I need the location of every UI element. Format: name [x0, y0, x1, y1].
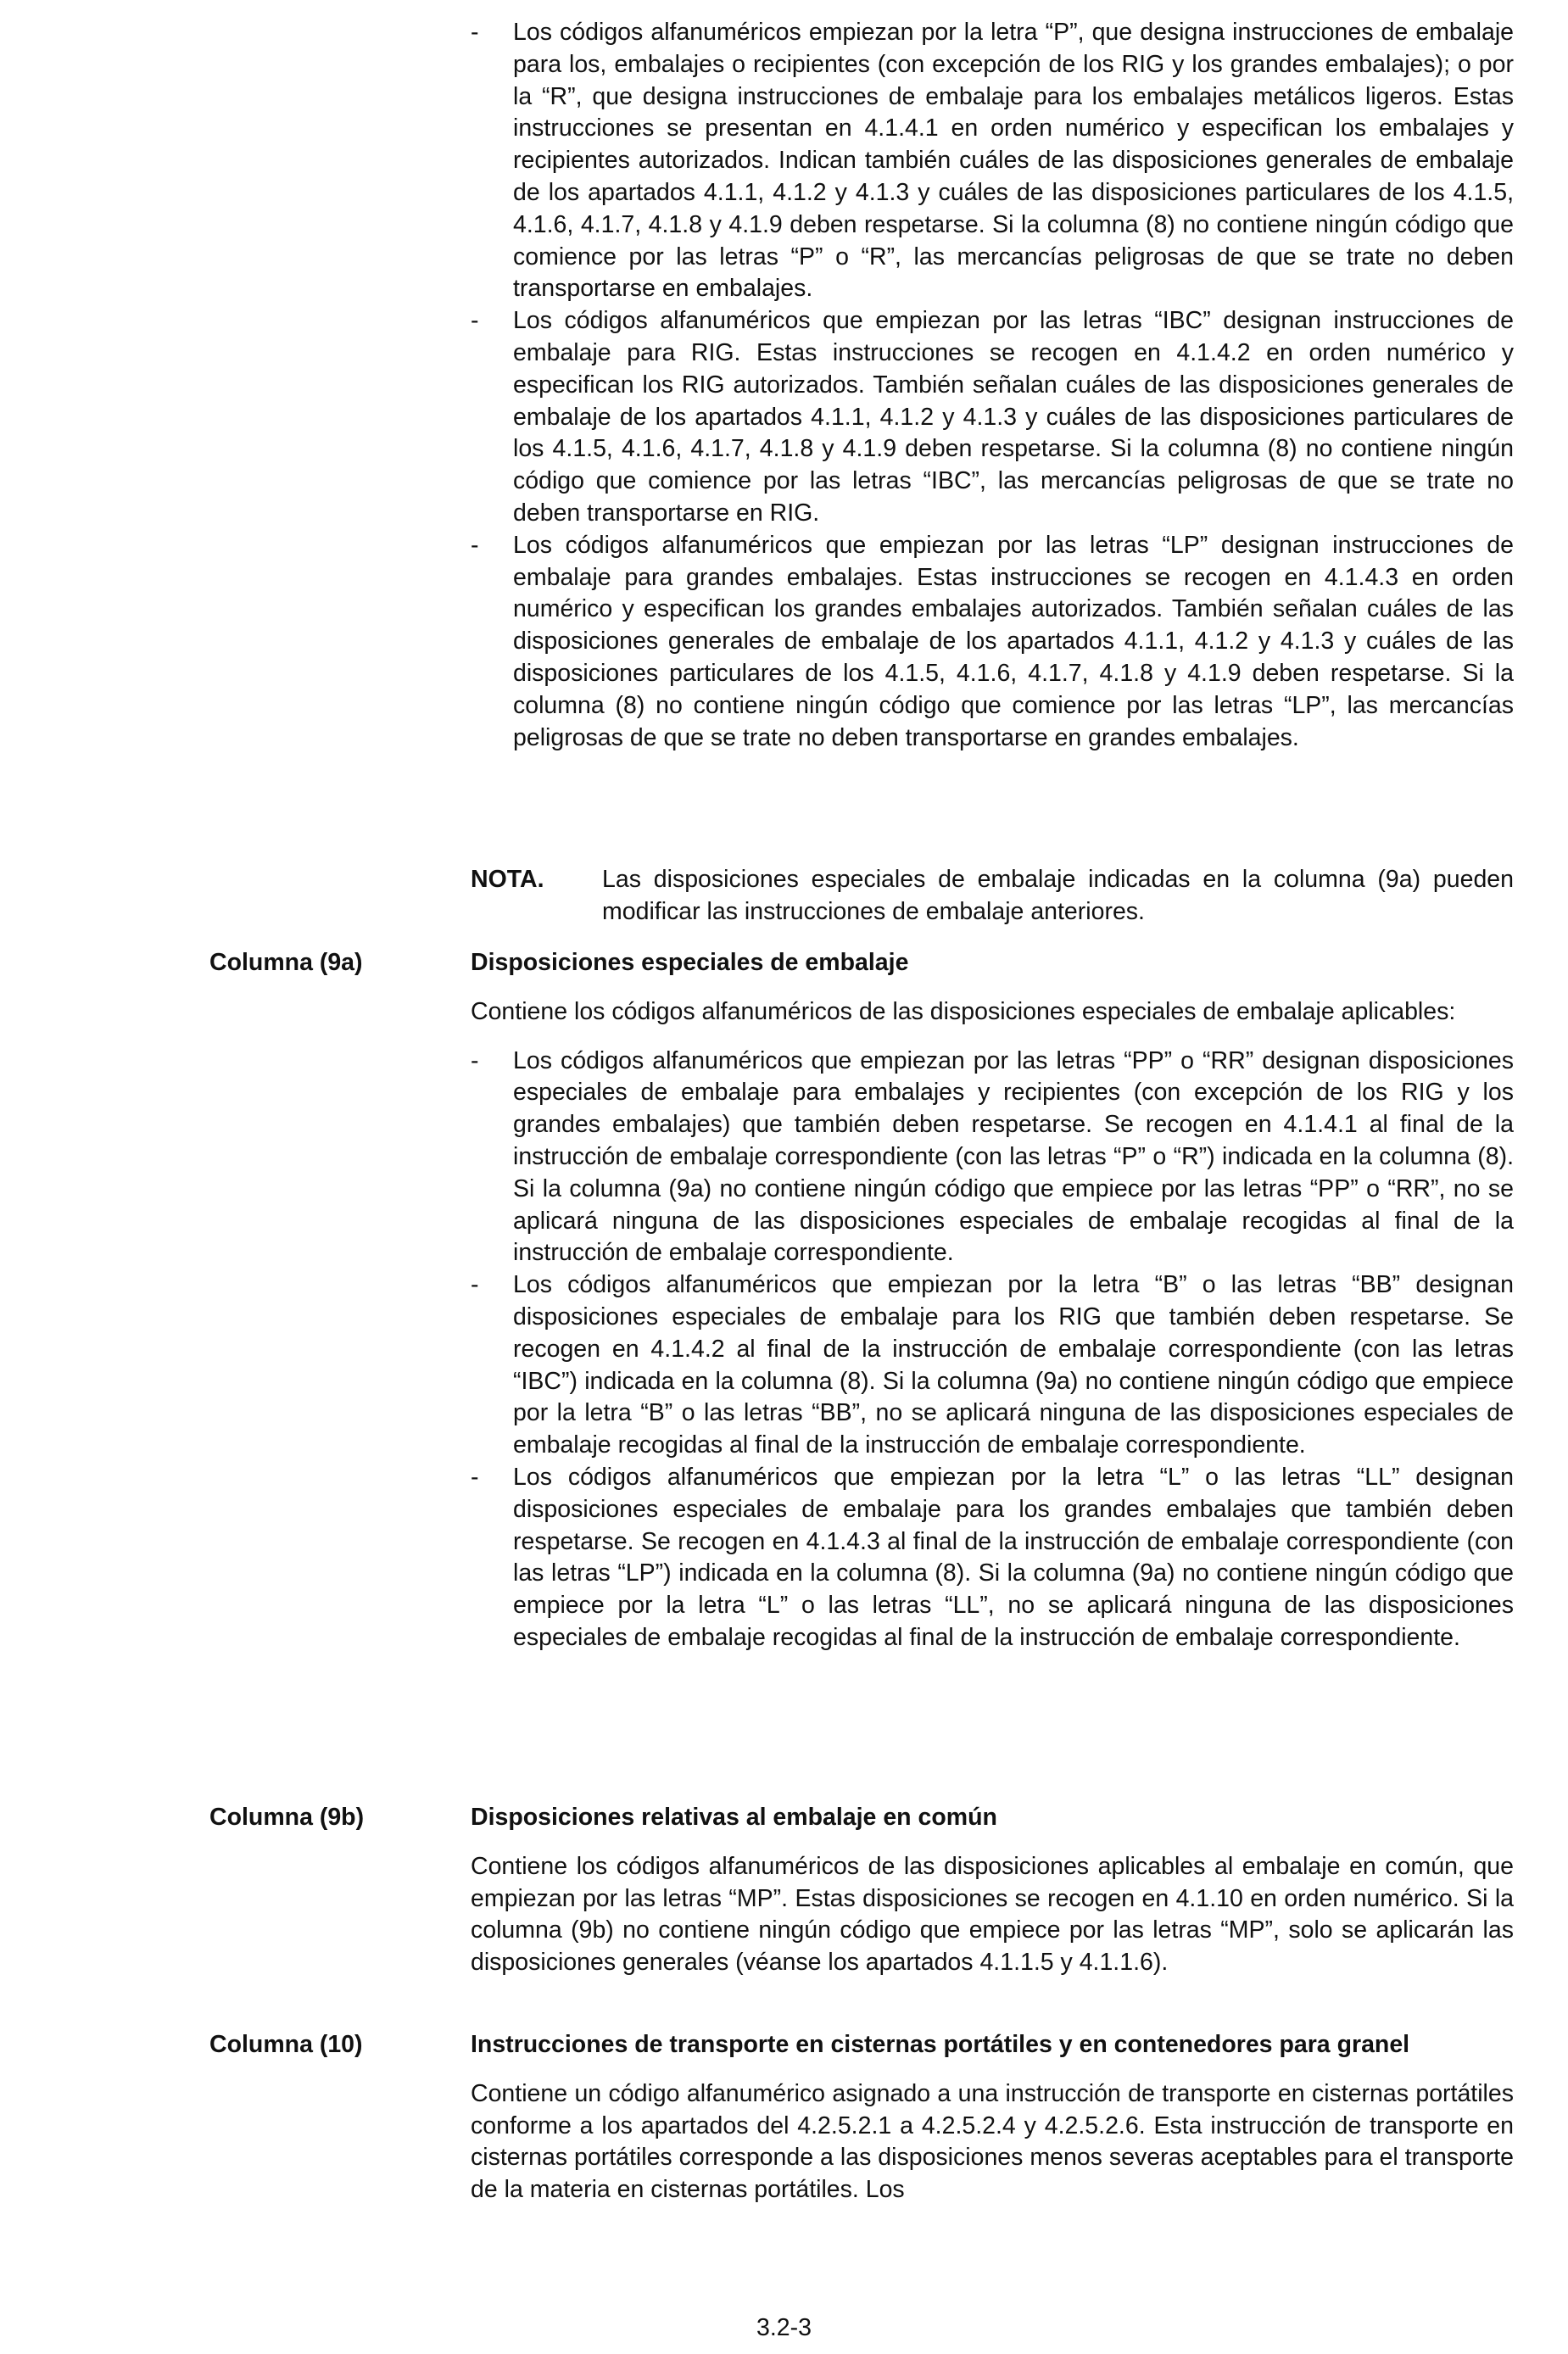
column-10-section: [471, 2029, 1514, 2206]
column-10-text: Contiene un código alfanumérico asignado a una instrucción de transporte en cisternas portátiles conforme a los apartados del 4.2.5.2.1 a 4.2.5.2.4 y 4.2.5.2.6. Esta instrucción de transporte en cisternas portátiles corresponde a las disposiciones menos severas aceptables para el transporte de la materia en cisternas portátiles. Los: [471, 2079, 1514, 2204]
column-9a-bullet-list: [471, 1046, 1514, 1654]
list-item: - Los códigos alfanuméricos que empiezan por las letras “PP” o “RR” designan disposiciones especiales de embalaje para embalajes y recipientes (con excepción de los RIG y los grandes embalajes) que también deben respetarse. Se recogen en 4.1.4.1 al final de la instrucción de embalaje correspondiente (con las letras “P” o “R”) indicada en la columna (8). Si la columna (9a) no contiene ningún código que empiece por las letras “PP” o “RR”, no se aplicará ninguna de las disposiciones especiales de embalaje recogidas al final de la instrucción de embalaje correspondiente.: [471, 1046, 1514, 1267]
bullet-text: Los códigos alfanuméricos que empiezan por las letras “PP” o “RR” designan disposiciones especiales de embalaje para embalajes y recipientes (con excepción de los RIG y los grandes embalajes) que también deben respetarse. Se recogen en 4.1.4.1 al final de la instrucción de embalaje correspondiente (con las letras “P” o “R”) indicada en la columna (8). Si la columna (9a) no contiene ningún código que empiece por las letras “PP” o “RR”, no se aplicará ninguna de las disposiciones especiales de embalaje recogidas al final de la instrucción de embalaje correspondiente.: [513, 1046, 1514, 1267]
column-10-heading: Instrucciones de transporte en cisternas portátiles y en contenedores para granel: [471, 2031, 1410, 2058]
column-8-bullet-list: [471, 17, 1514, 754]
page-number: 3.2-3: [756, 2314, 812, 2341]
column-9a-heading: Disposiciones especiales de embalaje: [471, 949, 909, 976]
list-item: - Los códigos alfanuméricos que empiezan por la letra “L” o las letras “LL” designan disposiciones especiales de embalaje para los grandes embalajes que también deben respetarse. Se recogen en 4.1.4.3 al final de la instrucción de embalaje correspondiente (con las letras “LP”) indicada en la columna (8). Si la columna (9a) no contiene ningún código que empiece por la letra “L” o las letras “LL”, no se aplicará ninguna de las disposiciones especiales de embalaje recogidas al final de la instrucción de embalaje correspondiente.: [471, 1463, 1514, 1651]
column-9b-heading: Disposiciones relativas al embalaje en común: [471, 1804, 997, 1831]
list-item: - Los códigos alfanuméricos que empiezan por la letra “B” o las letras “BB” designan disposiciones especiales de embalaje para los RIG que también deben respetarse. Se recogen en 4.1.4.2 al final de la instrucción de embalaje correspondiente (con las letras “IBC”) indicada en la columna (8). Si la columna (9a) no contiene ningún código que empiece por la letra “B” o las letras “BB”, no se aplicará ninguna de las disposiciones especiales de embalaje recogidas al final de la instrucción de embalaje correspondiente.: [471, 1271, 1514, 1459]
bullet-text: Los códigos alfanuméricos que empiezan por las letras “IBC” designan instrucciones de embalaje para RIG. Estas instrucciones se recogen en 4.1.4.2 en orden numérico y especifican los RIG autorizados. También señalan cuáles de las disposiciones generales de embalaje de los apartados 4.1.1, 4.1.2 y 4.1.3 y cuáles de las disposiciones particulares de los 4.1.5, 4.1.6, 4.1.7, 4.1.8 y 4.1.9 deben respetarse. Si la columna (8) no contiene ningún código que comience por las letras “IBC”, las mercancías peligrosas de que se trate no deben transportarse en RIG.: [513, 307, 1514, 527]
nota-label: NOTA.: [471, 866, 544, 893]
column-8-continuation: [471, 17, 1514, 754]
list-item: - Los códigos alfanuméricos empiezan por la letra “P”, que designa instrucciones de embalaje para los, embalajes o recipientes (con excepción de los RIG y los grandes embalajes); o por la “R”, que designa instrucciones de embalaje para los embalajes metálicos ligeros. Estas instrucciones se presentan en 4.1.4.1 en orden numérico y especifican los embalajes y recipientes autorizados. Indican también cuáles de las disposiciones generales de embalaje de los apartados 4.1.1, 4.1.2 y 4.1.3 y cuáles de las disposiciones particulares de los 4.1.5, 4.1.6, 4.1.7, 4.1.8 y 4.1.9 deben respetarse. Si la columna (8) no contiene ningún código que comience por las letras “P” o “R”, las mercancías peligrosas de que se trate no deben transportarse en embalajes.: [471, 19, 1514, 303]
column-10-label: Columna (10): [209, 2031, 363, 2058]
column-9b-section: [471, 1802, 1514, 1979]
column-9a-intro: Contiene los códigos alfanuméricos de las disposiciones especiales de embalaje aplicables:: [471, 997, 1456, 1025]
list-item: - Los códigos alfanuméricos que empiezan por las letras “IBC” designan instrucciones de embalaje para RIG. Estas instrucciones se recogen en 4.1.4.2 en orden numérico y especifican los RIG autorizados. También señalan cuáles de las disposiciones generales de embalaje de los apartados 4.1.1, 4.1.2 y 4.1.3 y cuáles de las disposiciones particulares de los 4.1.5, 4.1.6, 4.1.7, 4.1.8 y 4.1.9 deben respetarse. Si la columna (8) no contiene ningún código que comience por las letras “IBC”, las mercancías peligrosas de que se trate no deben transportarse en RIG.: [471, 307, 1514, 527]
bullet-text: Los códigos alfanuméricos que empiezan por la letra “L” o las letras “LL” designan disposiciones especiales de embalaje para los grandes embalajes que también deben respetarse. Se recogen en 4.1.4.3 al final de la instrucción de embalaje correspondiente (con las letras “LP”) indicada en la columna (8). Si la columna (9a) no contiene ningún código que empiece por la letra “L” o las letras “LL”, no se aplicará ninguna de las disposiciones especiales de embalaje recogidas al final de la instrucción de embalaje correspondiente.: [513, 1463, 1514, 1651]
column-9b-text: Contiene los códigos alfanuméricos de las disposiciones aplicables al embalaje en común, que empiezan por las letras “MP”. Estas disposiciones se recogen en 4.1.10 en orden numérico. Si la columna (9b) no contiene ningún código que empiece por las letras “MP”, solo se aplicarán las disposiciones generales (véanse los apartados 4.1.1.5 y 4.1.1.6).: [471, 1852, 1514, 1977]
nota-block: [471, 864, 1514, 929]
column-9a-section: [471, 947, 1514, 1654]
bullet-text: Los códigos alfanuméricos que empiezan por la letra “B” o las letras “BB” designan disposiciones especiales de embalaje para los RIG que también deben respetarse. Se recogen en 4.1.4.2 al final de la instrucción de embalaje correspondiente (con las letras “IBC”) indicada en la columna (8). Si la columna (9a) no contiene ningún código que empiece por la letra “B” o las letras “BB”, no se aplicará ninguna de las disposiciones especiales de embalaje recogidas al final de la instrucción de embalaje correspondiente.: [513, 1271, 1514, 1459]
bullet-text: Los códigos alfanuméricos empiezan por la letra “P”, que designa instrucciones de embalaje para los, embalajes o recipientes (con excepción de los RIG y los grandes embalajes); o por la “R”, que designa instrucciones de embalaje para los embalajes metálicos ligeros. Estas instrucciones se presentan en 4.1.4.1 en orden numérico y especifican los embalajes y recipientes autorizados. Indican también cuáles de las disposiciones generales de embalaje de los apartados 4.1.1, 4.1.2 y 4.1.3 y cuáles de las disposiciones particulares de los 4.1.5, 4.1.6, 4.1.7, 4.1.8 y 4.1.9 deben respetarse. Si la columna (8) no contiene ningún código que comience por las letras “P” o “R”, las mercancías peligrosas de que se trate no deben transportarse en embalajes.: [513, 19, 1514, 303]
column-9a-label: Columna (9a): [209, 949, 363, 976]
column-9b-label: Columna (9b): [209, 1804, 365, 1831]
nota-text: Las disposiciones especiales de embalaje indicadas en la columna (9a) pueden modificar las instrucciones de embalaje anteriores.: [602, 866, 1514, 925]
bullet-text: Los códigos alfanuméricos que empiezan por las letras “LP” designan instrucciones de embalaje para grandes embalajes. Estas instrucciones se recogen en 4.1.4.3 en orden numérico y especifican los grandes embalajes autorizados. También señalan cuáles de las disposiciones generales de embalaje de los apartados 4.1.1, 4.1.2 y 4.1.3 y cuáles de las disposiciones particulares de los 4.1.5, 4.1.6, 4.1.7, 4.1.8 y 4.1.9 deben respetarse. Si la columna (8) no contiene ningún código que comience por las letras “LP”, las mercancías peligrosas de que se trate no deben transportarse en grandes embalajes.: [513, 531, 1514, 751]
list-item: - Los códigos alfanuméricos que empiezan por las letras “LP” designan instrucciones de embalaje para grandes embalajes. Estas instrucciones se recogen en 4.1.4.3 en orden numérico y especifican los grandes embalajes autorizados. También señalan cuáles de las disposiciones generales de embalaje de los apartados 4.1.1, 4.1.2 y 4.1.3 y cuáles de las disposiciones particulares de los 4.1.5, 4.1.6, 4.1.7, 4.1.8 y 4.1.9 deben respetarse. Si la columna (8) no contiene ningún código que comience por las letras “LP”, las mercancías peligrosas de que se trate no deben transportarse en grandes embalajes.: [471, 531, 1514, 751]
